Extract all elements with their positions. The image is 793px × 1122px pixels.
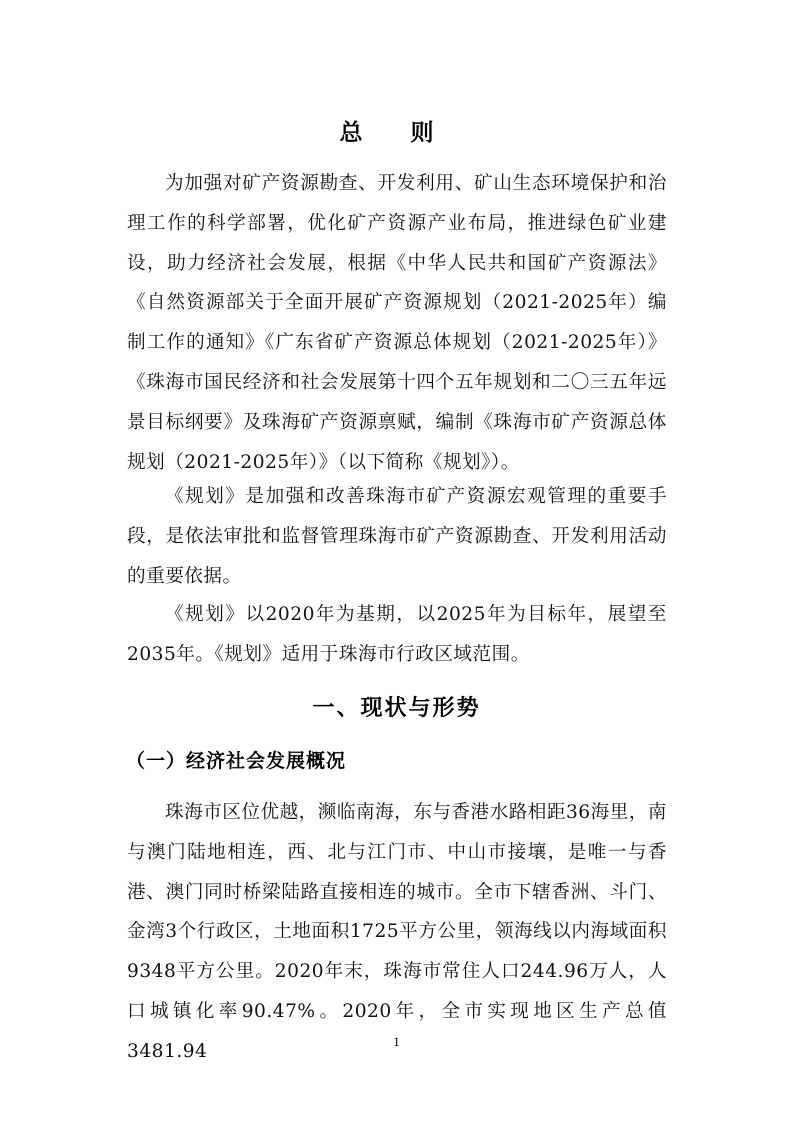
document-title: 总 则 — [339, 120, 454, 146]
intro-paragraph-3: 《规划》以2020年为基期，以2025年为目标年，展望至2035年。《规划》适用于珠海市行政区域范围。 — [127, 604, 667, 665]
section-title: （一）经济社会发展概况 — [126, 750, 347, 772]
chapter-title: 一、现状与形势 — [312, 696, 481, 721]
page-number: 1 — [393, 1034, 400, 1049]
section-paragraph: 珠海市区位优越，濒临南海，东与香港水路相距36海里，南与澳门陆地相连，西、北与江门市、中山市接壤，是唯一与香港、澳门同时桥梁陆路直接相连的城市。全市下辖香洲、斗门、金湾3个行政区，土地面积1725平方公里，领海线以内海域面积9348平方公里。2020年末，珠海市常住人口244.96万人，人口城镇化率90.47%。2020年，全市实现地区生产总值3481.94 — [127, 802, 668, 1062]
intro-paragraph-2: 《规划》是加强和改善珠海市矿产资源宏观管理的重要手段，是依法审批和监督管理珠海市矿产资源勘查、开发利用活动的重要依据。 — [127, 486, 667, 587]
intro-paragraph-1: 为加强对矿产资源勘查、开发利用、矿山生态环境保护和治理工作的科学部署，优化矿产资源产业布局，推进绿色矿业建设，助力经济社会发展，根据《中华人民共和国矿产资源法》《自然资源部关于全面开展矿产资源规划（2021-2025年）编制工作的通知》《广东省矿产资源总体规划（2021-2025年）》《珠海市国民经济和社会发展第十四个五年规划和二〇三五年远景目标纲要》及珠海矿产资源禀赋，编制《珠海市矿产资源总体规划（2021-2025年）》（以下简称《规划》）。 — [127, 173, 667, 473]
